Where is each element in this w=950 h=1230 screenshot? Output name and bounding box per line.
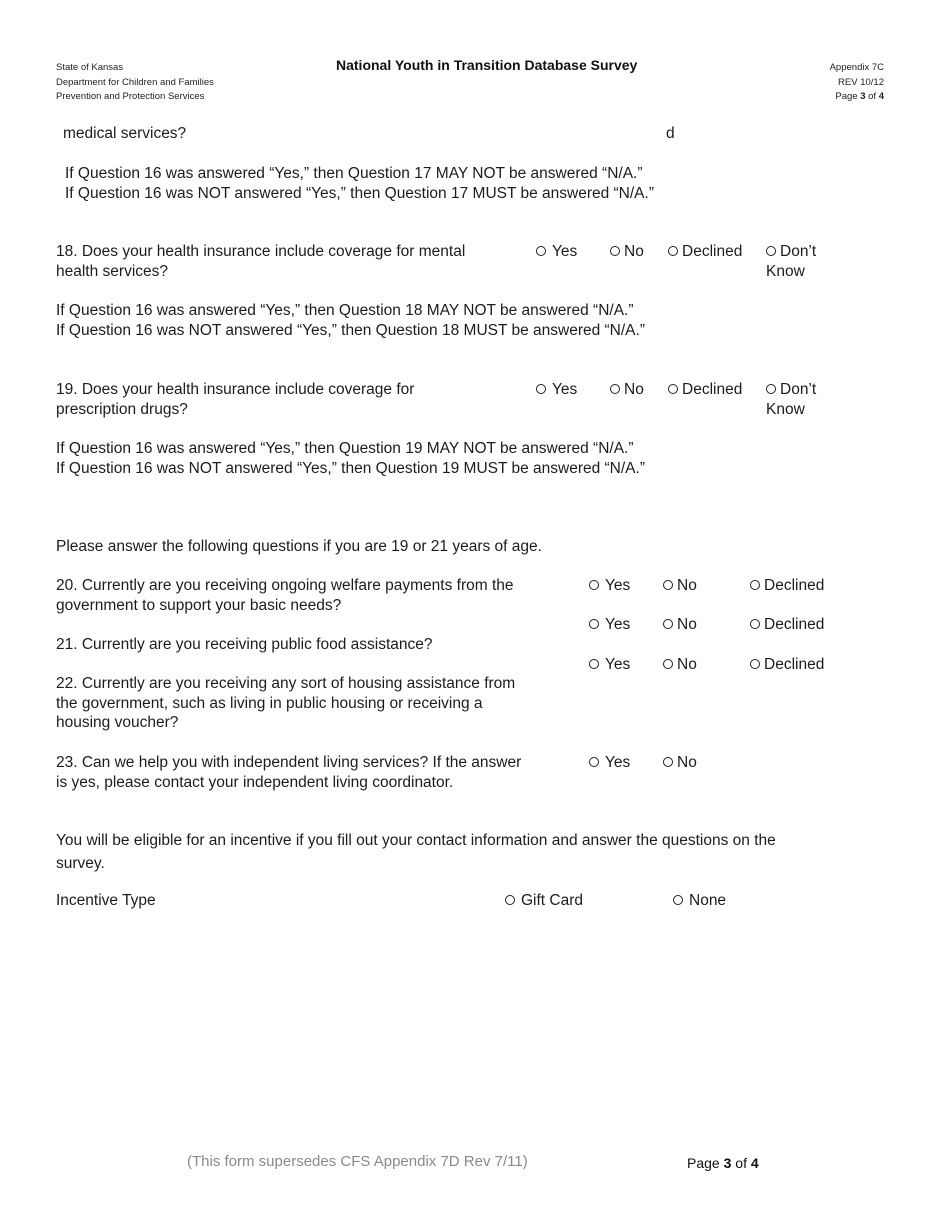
q18-option-yes[interactable]: Yes <box>536 242 577 262</box>
question-17-note: If Question 16 was answered “Yes,” then Question 17 MAY NOT be answered “N/A.” If Question 16 was NOT answered “Yes,” then Question 17 MUST be answered “N/A.” <box>65 165 654 202</box>
agency-division: Prevention and Protection Services <box>56 91 205 102</box>
q22-option-yes[interactable]: Yes <box>589 655 630 675</box>
q20-no-radio[interactable] <box>663 580 673 590</box>
q18-option-dont-know[interactable]: Don’t Know <box>766 243 817 280</box>
q22-declined-radio[interactable] <box>750 659 760 669</box>
q18-declined-radio[interactable] <box>668 246 678 256</box>
q19-no-radio[interactable] <box>610 384 620 394</box>
q21-yes-radio[interactable] <box>589 619 599 629</box>
incentive-option-gift-card[interactable]: Gift Card <box>505 891 583 911</box>
none-radio[interactable] <box>673 895 683 905</box>
supersedes-note: (This form supersedes CFS Appendix 7D Rev 7/11) <box>187 1153 528 1170</box>
question-21-text: 21. Currently are you receiving public food assistance? <box>56 636 433 653</box>
revision-label: REV 10/12 <box>838 76 884 88</box>
q22-option-no[interactable]: No <box>663 655 697 675</box>
q22-yes-radio[interactable] <box>589 659 599 669</box>
page-title: National Youth in Transition Database Survey <box>336 57 638 73</box>
agency-department: Department for Children and Families <box>56 76 214 88</box>
header-page-indicator: Page 3 of 4 <box>835 91 884 102</box>
agency-block <box>56 61 214 105</box>
q20-option-no[interactable]: No <box>663 576 697 596</box>
q20-declined-radio[interactable] <box>750 580 760 590</box>
question-19-text: 19. Does your health insurance include coverage for prescription drugs? <box>56 381 415 418</box>
q19-option-dont-know[interactable]: Don’t Know <box>766 381 817 418</box>
q18-no-radio[interactable] <box>610 246 620 256</box>
q21-declined-radio[interactable] <box>750 619 760 629</box>
q23-no-radio[interactable] <box>663 757 673 767</box>
q18-dont-know-radio[interactable] <box>766 246 776 256</box>
q19-yes-radio[interactable] <box>536 384 546 394</box>
appendix-block <box>830 61 884 105</box>
incentive-option-none[interactable]: None <box>673 891 726 911</box>
appendix-label: Appendix 7C <box>829 62 884 73</box>
age-instructions: Please answer the following questions if you are 19 or 21 years of age. <box>56 538 542 555</box>
q19-option-no[interactable]: No <box>610 380 644 400</box>
q23-option-yes[interactable]: Yes <box>589 753 630 773</box>
q19-dont-know-radio[interactable] <box>766 384 776 394</box>
gift-card-radio[interactable] <box>505 895 515 905</box>
question-20-text: 20. Currently are you receiving ongoing welfare payments from the government to support your basic needs? <box>56 577 514 614</box>
agency-state: State of Kansas <box>56 62 124 73</box>
q21-option-declined[interactable]: Declined <box>750 615 824 635</box>
incentive-intro: You will be eligible for an incentive if you fill out your contact information and answer the questions on the survey. <box>56 832 776 872</box>
q20-option-declined[interactable]: Declined <box>750 576 824 596</box>
q21-option-yes[interactable]: Yes <box>589 615 630 635</box>
q22-no-radio[interactable] <box>663 659 673 669</box>
q21-no-radio[interactable] <box>663 619 673 629</box>
question-19-note: If Question 16 was answered “Yes,” then Question 19 MAY NOT be answered “N/A.” If Question 16 was NOT answered “Yes,” then Question 19 MUST be answered “N/A.” <box>56 440 645 477</box>
q20-option-yes[interactable]: Yes <box>589 576 630 596</box>
q21-option-no[interactable]: No <box>663 615 697 635</box>
incentive-type-label: Incentive Type <box>56 892 156 909</box>
footer-page-indicator: Page 3 of 4 <box>687 1155 759 1171</box>
q23-yes-radio[interactable] <box>589 757 599 767</box>
question-17-tail: medical services? <box>63 125 187 142</box>
q18-option-declined[interactable]: Declined <box>668 242 742 262</box>
q19-option-yes[interactable]: Yes <box>536 380 577 400</box>
question-22-text: 22. Currently are you receiving any sort of housing assistance from the government, such as living in public housing or receiving a housing voucher? <box>56 675 516 732</box>
question-18-note: If Question 16 was answered “Yes,” then Question 18 MAY NOT be answered “N/A.” If Question 16 was NOT answered “Yes,” then Question 18 MUST be answered “N/A.” <box>56 302 645 339</box>
q18-yes-radio[interactable] <box>536 246 546 256</box>
question-18-text: 18. Does your health insurance include coverage for mental health services? <box>56 243 466 280</box>
q20-yes-radio[interactable] <box>589 580 599 590</box>
q19-option-declined[interactable]: Declined <box>668 380 742 400</box>
question-23-text: 23. Can we help you with independent living services? If the answer is yes, please contact your independent living coordinator. <box>56 754 522 791</box>
question-17-marker: d <box>666 125 675 142</box>
q23-option-no[interactable]: No <box>663 753 697 773</box>
q19-declined-radio[interactable] <box>668 384 678 394</box>
q22-option-declined[interactable]: Declined <box>750 655 824 675</box>
q18-option-no[interactable]: No <box>610 242 644 262</box>
